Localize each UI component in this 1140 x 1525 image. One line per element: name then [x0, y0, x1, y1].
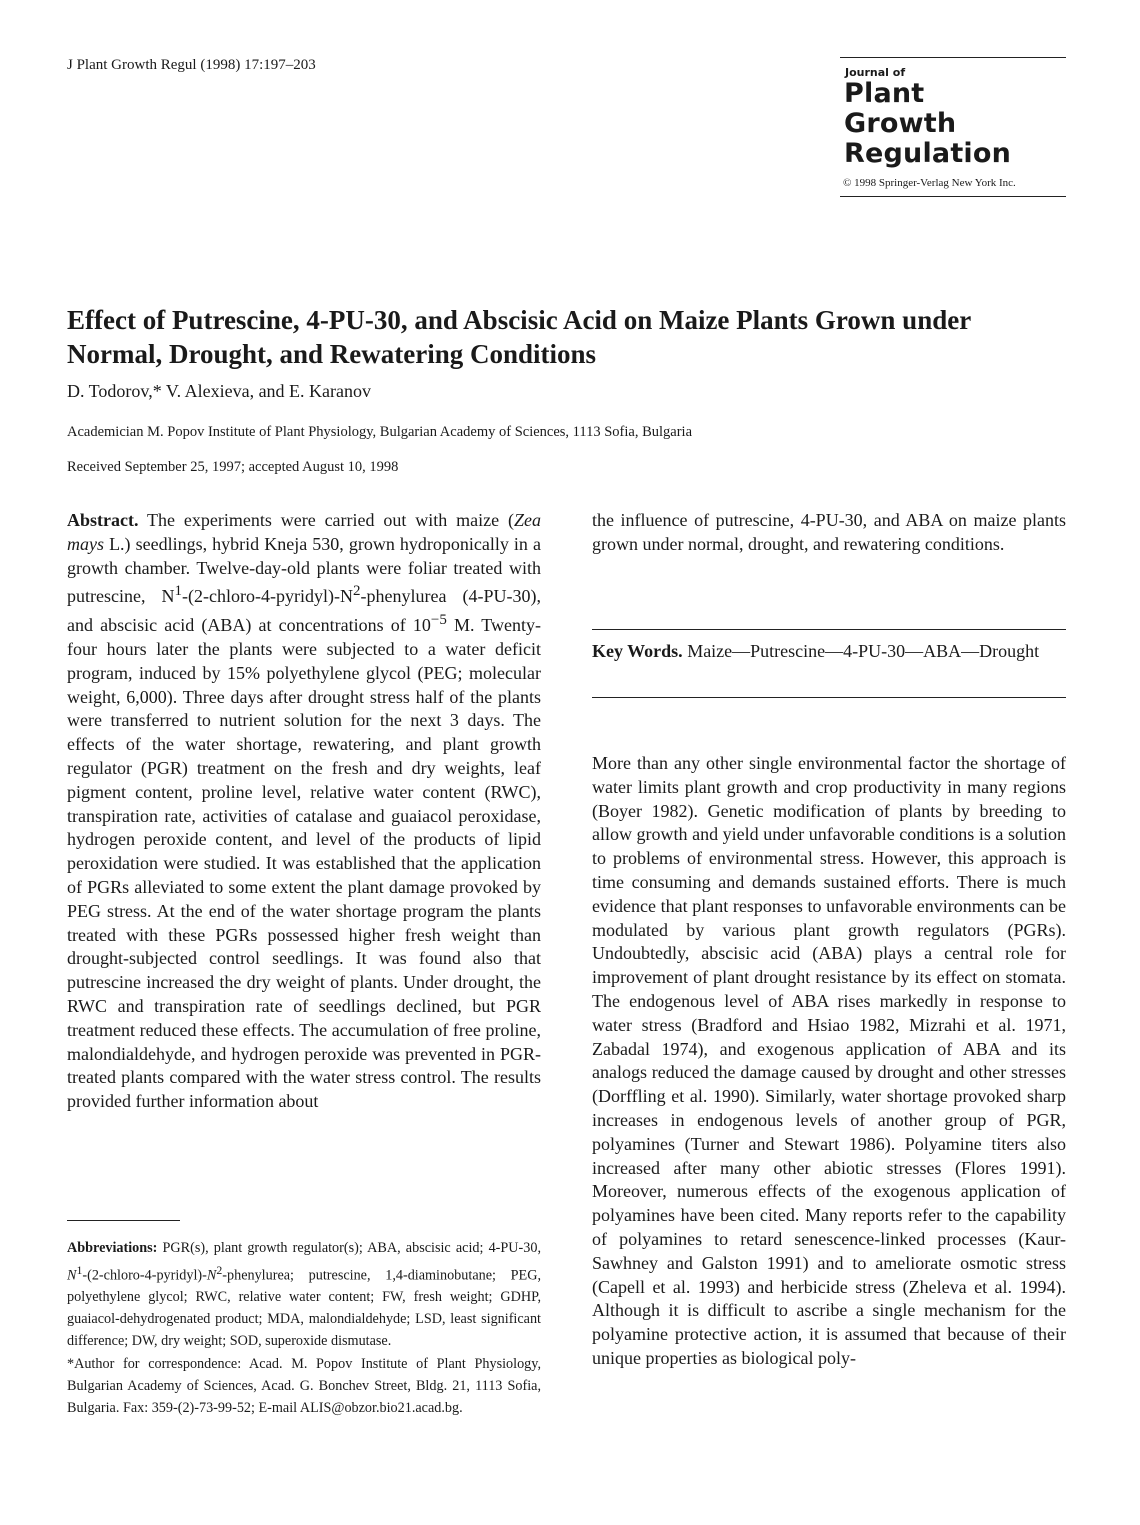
journal-logo-line: Plant [844, 78, 925, 109]
footnote-text: PGR(s), plant growth regulator(s); ABA, abscisic acid; 4-PU-30, [157, 1240, 541, 1256]
author-affiliation: Academician M. Popov Institute of Plant Physiology, Bulgarian Academy of Sciences, 1113 Sofia, Bulgaria [67, 424, 693, 440]
abstract [67, 509, 541, 1114]
keywords [592, 639, 1066, 663]
footnote-text: -(2-chloro-4-pyridyl)- [82, 1267, 207, 1284]
abstract-text: The experiments were carried out with maize ( [147, 510, 514, 530]
footnote-divider [67, 1220, 180, 1221]
abbreviations-footnote [67, 1238, 541, 1353]
abstract-continuation: the influence of putrescine, 4-PU-30, and ABA on maize plants grown under normal, drought, and rewatering conditions. [592, 510, 1066, 554]
introduction-text: More than any other single environmental factor the shortage of water limits plant growth and crop productivity in many regions (Boyer 1982). Genetic modification of plants by breeding to allow growth and yield under unfavorable conditions is a solution to problems of environmental stress. However, this approach is time consuming and demands sustained efforts. There is much evidence that plant responses to unfavorable environments can be modulated by various plant growth regulators (PGRs). Undoubtedly, abscisic acid (ABA) plays a central role for improvement of plant drought resistance by its effect on stomata. The endogenous level of ABA rises markedly in response to water stress (Bradford and Hsiao 1982, Mizrahi et al. 1971, Zabadal 1974), and exogenous application of ABA and its analogs reduced the damage caused by drought and other stresses (Dorffling et al. 1990). Similarly, water shortage provoked sharp increases in endogenous levels of another group of PGR, polyamines (Turner and Stewart 1986). Polyamine titers also increased after many other abiotic stresses (Flores 1991). Moreover, numerous effects of the exogenous application of polyamines have been cited. Many reports refer to the capability of polyamines to retard senescence-linked processes (Kaur-Sawhney and Galston 1991) and to ameliorate osmotic stress (Capell et al. 1993) and herbicide stress (Zheleva et al. 1994). Although it is difficult to ascribe a single mechanism for the polyamine protective action, it is assumed that because of their unique properties as biological poly- [592, 753, 1066, 1368]
abstract-text: L.) seedlings, hybrid Kneja 530, grown hydroponically in a growth chamber. Twelve-day-old plants were foliar treated with putrescine, N [67, 533, 541, 607]
superscript: −5 [430, 612, 447, 629]
abstract-label: Abstract. [67, 510, 139, 530]
abbreviations-label: Abbreviations: [67, 1240, 158, 1256]
received-dates: Received September 25, 1997; accepted August 10, 1998 [67, 459, 399, 475]
abstract-text: -(2-chloro-4-pyridyl)-N [182, 586, 353, 607]
journal-citation: J Plant Growth Regul (1998) 17:197–203 [67, 57, 316, 73]
species-name: Zea mays [67, 510, 541, 554]
footnote-italic: N [67, 1267, 77, 1284]
abstract-text: -phenylurea (4-PU-30), and abscisic acid (ABA) at concentrations of 10 [67, 586, 541, 636]
journal-logo-line: Growth [844, 108, 957, 139]
superscript: 1 [76, 1262, 83, 1277]
footnote-italic: N [206, 1267, 217, 1284]
superscript: 2 [352, 583, 361, 600]
journal-logo [840, 57, 1066, 197]
keywords-label: Key Words. [592, 641, 683, 661]
keywords-text: Maize—Putrescine—4-PU-30—ABA—Drought [687, 641, 1040, 661]
article-authors: D. Todorov,* V. Alexieva, and E. Karanov [67, 381, 372, 401]
footnote-text: -phenylurea; putrescine, 1,4-diaminobutane; PEG, polyethylene glycol; RWC, relative water content; FW, fresh weight; GDHP, guaiacol-dehydrogenated product; MDA, malondialdehyde; LSD, least significant difference; DW, dry weight; SOD, superoxide dismutase. [67, 1267, 541, 1349]
copyright-notice: © 1998 Springer-Verlag New York Inc. [843, 177, 1016, 189]
journal-logo-line: Regulation [844, 138, 1012, 169]
superscript: 1 [174, 583, 183, 600]
article-title: Effect of Putrescine, 4-PU-30, and Abscisic Acid on Maize Plants Grown under Normal, Drought, and Rewatering Conditions [67, 305, 971, 369]
keywords-box [592, 629, 1066, 698]
superscript: 2 [216, 1262, 223, 1277]
abstract-text: M. Twenty-four hours later the plants were subjected to a water deficit program, induced by 15% polyethylene glycol (PEG; molecular weight, 6,000). Three days after drought stress half of the plants were transferred to nutrient solution for the next 3 days. The effects of the water shortage, rewatering, and plant growth regulator (PGR) treatment on the fresh and dry weights, leaf pigment content, proline level, relative water content (RWC), transpiration rate, activities of catalase and guaiacol peroxidase, hydrogen peroxide content, and level of the products of lipid peroxidation were studied. It was established that the application of PGRs alleviated to some extent the plant damage provoked by PEG stress. At the end of the water shortage program the plants treated with these PGRs possessed higher fresh weight than drought-subjected control seedlings. It was found also that putrescine increased the dry weight of plants. Under drought, the RWC and transpiration rate of seedlings declined, but PGR treatment reduced these effects. The accumulation of free proline, malondialdehyde, and hydrogen peroxide was prevented in PGR-treated plants compared with the water stress control. The results provided further information about [67, 615, 542, 1112]
journal-logo-prefix: Journal of [845, 66, 906, 79]
correspondence-footnote: *Author for correspondence: Acad. M. Popov Institute of Plant Physiology, Bulgarian Academy of Sciences, Acad. G. Bonchev Street, Bldg. 21, 1113 Sofia, Bulgaria. Fax: 359-(2)-73-99-52; E-mail ALIS@obzor.bio21.acad.bg. [67, 1356, 541, 1416]
